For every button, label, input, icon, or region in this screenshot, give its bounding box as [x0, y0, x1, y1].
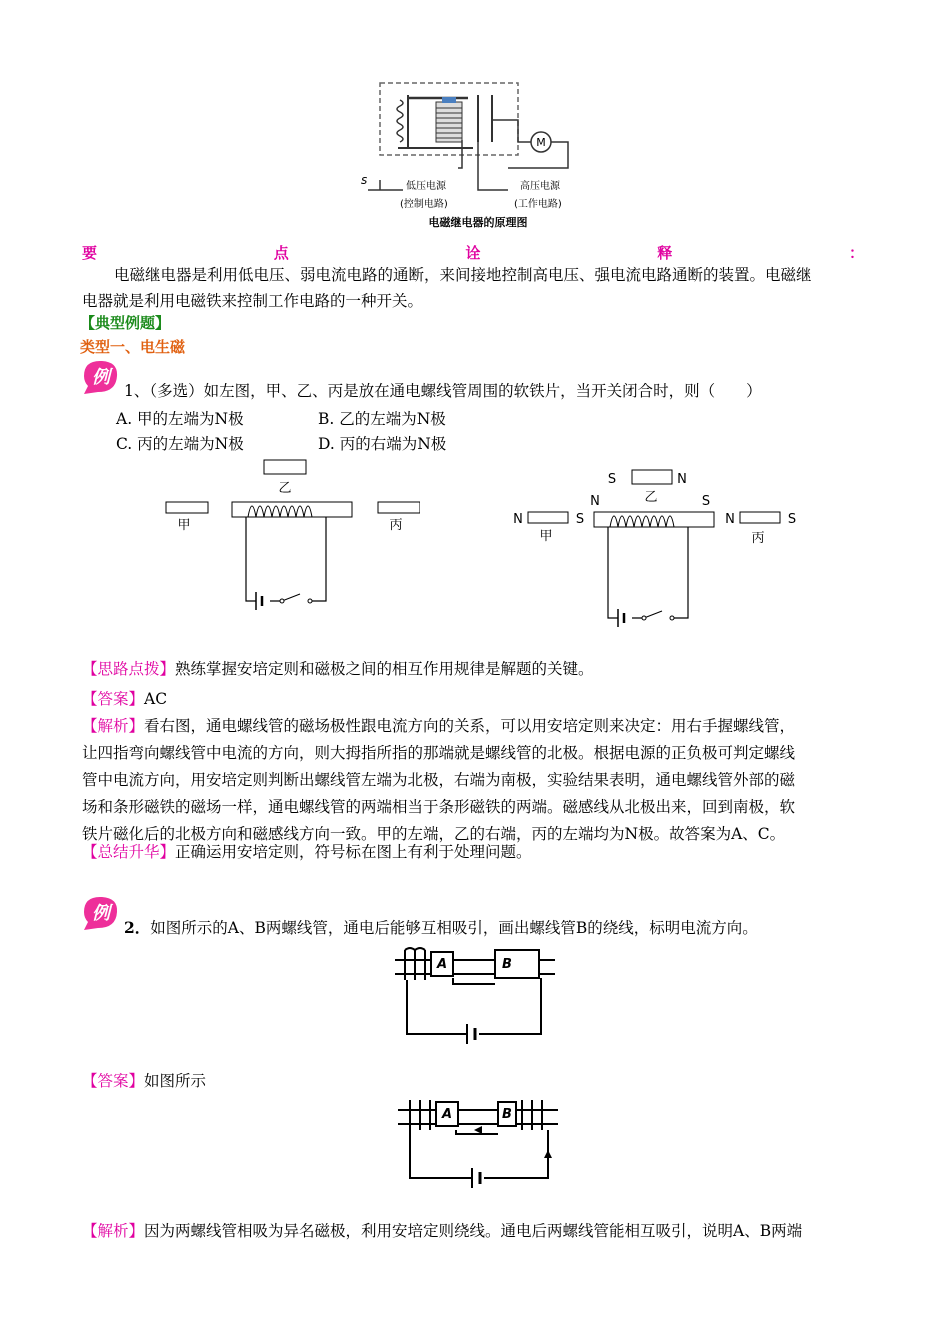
jia-label: 甲 — [177, 518, 191, 533]
analysis-line: 场和条形磁铁的磁场一样，通电螺线管的两端相当于条形磁铁的两端。磁感线从北极出来，回到南极，软 — [82, 798, 796, 816]
ex1-answer — [82, 686, 167, 713]
heading-char: 点 — [273, 244, 289, 262]
analysis-tag: 【解析】 — [82, 717, 145, 735]
analysis-line: 让四指弯向螺线管中电流的方向，则大拇指所指的那端就是螺线管的北极。根据电源的正负极可判定螺线 — [82, 744, 796, 762]
svg-text:N: N — [725, 512, 735, 527]
example-badge — [80, 894, 120, 934]
svg-text:N: N — [677, 472, 687, 487]
ex1-analysis — [82, 713, 795, 848]
switch-label: s — [361, 173, 368, 187]
answer-tag: 【答案】 — [82, 1072, 145, 1090]
svg-text:S: S — [607, 472, 617, 487]
control-circuit-label: (控制电路) — [400, 199, 448, 210]
key-points-heading — [82, 242, 864, 263]
heading-char: ： — [848, 244, 864, 262]
svg-text:S: S — [787, 512, 797, 527]
yi-label: 乙 — [278, 481, 292, 496]
heading-char: 诠 — [465, 244, 481, 262]
hint-tag: 【思路点拨】 — [82, 660, 176, 678]
summary-text: 正确运用安培定则，符号标在图上有利于处理问题。 — [175, 843, 532, 861]
ex1-option-a[interactable]: A. 甲的左端为N极 — [116, 410, 244, 428]
ex1-option-b[interactable]: B. 乙的左端为N极 — [318, 410, 446, 428]
svg-text:S: S — [575, 512, 585, 527]
analysis-line: 看右图，通电螺线管的磁场极性跟电流方向的关系，可以用安培定则来决定：用右手握螺线管， — [144, 717, 796, 735]
bing-label: 丙 — [389, 518, 403, 533]
ex1-summary — [82, 839, 532, 866]
svg-text:A: A — [441, 1107, 453, 1122]
ex1-option-d[interactable]: D. 丙的右端为N极 — [318, 435, 447, 453]
svg-text:例: 例 — [92, 903, 110, 924]
analysis-line: 铁片磁化后的北极方向和磁感线方向一致。甲的左端，乙的右端，丙的左端均为N极。故答案为A、C。 — [82, 825, 786, 843]
high-power-label: 高压电源 — [520, 181, 560, 192]
key-points-line-2: 电器就是利用电磁铁来控制工作电路的一种开关。 — [82, 292, 424, 310]
ex1-hint — [82, 656, 594, 683]
relay-diagram — [358, 80, 598, 232]
svg-text:N: N — [513, 512, 523, 527]
jia-label: 甲 — [539, 529, 553, 544]
solenoid-figure-left — [160, 456, 420, 626]
solenoid-figure-right — [508, 462, 808, 638]
summary-tag: 【总结升华】 — [82, 843, 176, 861]
solenoid-b-label: B — [502, 957, 512, 972]
svg-text:B: B — [502, 1107, 512, 1122]
answer-tag: 【答案】 — [82, 690, 145, 708]
svg-text:例: 例 — [92, 367, 110, 388]
ex2-question: 2．如图所示的A、B两螺线管，通电后能够互相吸引，画出螺线管B的绕线，标明电流方向。 — [124, 918, 758, 937]
key-points-line-1: 电磁继电器是利用低电压、弱电流电路的通断，来间接地控制高电压、强电流电路通断的装置。电磁继 — [114, 266, 812, 284]
motor-label: M — [536, 136, 546, 149]
work-circuit-label: (工作电路) — [514, 199, 562, 210]
figure-caption: 电磁继电器的原理图 — [428, 216, 528, 229]
ex2-answer-figure — [398, 1096, 558, 1196]
low-power-label: 低压电源 — [406, 181, 446, 192]
ex2-analysis — [82, 1218, 802, 1245]
ex2-answer — [82, 1068, 206, 1095]
answer-text: AC — [144, 690, 168, 708]
yi-label: 乙 — [644, 490, 658, 505]
answer-text: 如图所示 — [144, 1072, 207, 1090]
ex1-option-c[interactable]: C. 丙的左端为N极 — [116, 435, 244, 453]
heading-char: 要 — [82, 244, 98, 262]
analysis-tag: 【解析】 — [82, 1222, 145, 1240]
ex2-figure — [395, 944, 555, 1048]
svg-text:N: N — [590, 494, 600, 509]
section-title: 【典型例题】 — [80, 314, 171, 332]
solenoid-a-label: A — [436, 957, 448, 972]
heading-char: 释 — [657, 244, 673, 262]
type-title: 类型一、电生磁 — [80, 338, 186, 356]
analysis-text: 因为两螺线管相吸为异名磁极，利用安培定则绕线。通电后两螺线管能相互吸引，说明A、B两端 — [144, 1222, 803, 1240]
hint-text: 熟练掌握安培定则和磁极之间的相互作用规律是解题的关键。 — [175, 660, 594, 678]
bing-label: 丙 — [751, 531, 765, 546]
svg-text:S: S — [701, 494, 711, 509]
example-badge — [80, 358, 120, 398]
analysis-line: 管中电流方向，用安培定则判断出螺线管左端为北极，右端为南极，实验结果表明，通电螺线管外部的磁 — [82, 771, 796, 789]
ex1-question: 1、（多选）如左图，甲、乙、丙是放在通电螺线管周围的软铁片，当开关闭合时，则（ ） — [124, 382, 762, 400]
